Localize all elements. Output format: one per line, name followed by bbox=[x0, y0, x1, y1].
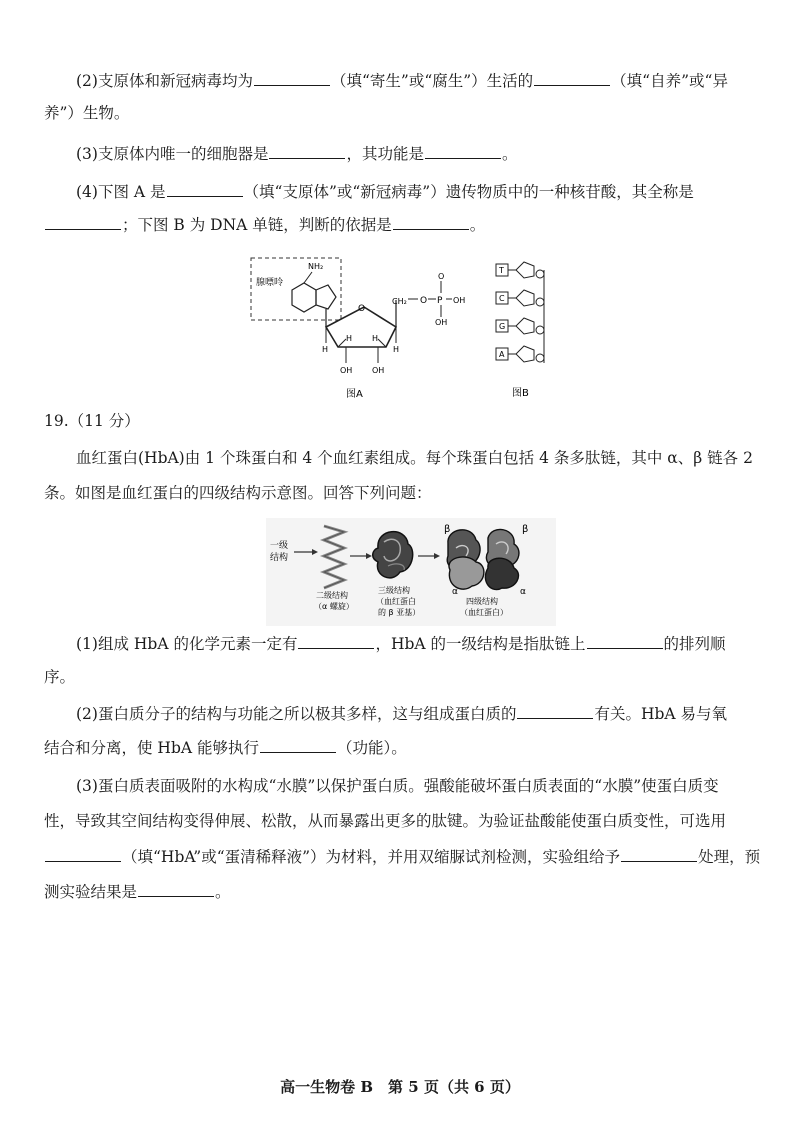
hemoglobin-structure-figure bbox=[266, 518, 556, 626]
base-letter: T bbox=[499, 266, 504, 275]
figure-a-caption: 图A bbox=[346, 389, 363, 400]
q19-part3-line3: （填“HbA”或“蛋清稀释液”）为材料，并用双缩脲试剂检测，实验组给予 处理，预 bbox=[44, 846, 760, 868]
nucleotide-2 bbox=[496, 290, 544, 306]
amino-group: NH₂ bbox=[308, 262, 324, 271]
answer-blank[interactable] bbox=[534, 71, 610, 86]
answer-blank[interactable] bbox=[587, 634, 663, 649]
secondary-label-1: 二级结构 bbox=[316, 591, 348, 600]
answer-blank[interactable] bbox=[167, 182, 243, 197]
q19-part3-line4: 测实验结果是 。 bbox=[44, 883, 231, 901]
figure-b-caption: 图B bbox=[512, 388, 529, 399]
alpha-label-left: α bbox=[452, 587, 458, 597]
q19-intro-line1: 血红蛋白(HbA)由 1 个珠蛋白和 4 个血红素组成。每个珠蛋白包括 4 条多肽链，其中 α、β 链各 2 bbox=[76, 449, 753, 467]
svg-text:OH: OH bbox=[340, 366, 353, 375]
svg-text:OH: OH bbox=[435, 318, 448, 327]
q18-part2-line1: (2)支原体和新冠病毒均为 （填“寄生”或“腐生”）生活的 （填“自养”或“异 bbox=[76, 72, 728, 90]
q18-part4-line1: (4)下图 A 是 （填“支原体”或“新冠病毒”）遗传物质中的一种核苷酸，其全称是 bbox=[76, 183, 694, 201]
answer-blank[interactable] bbox=[45, 847, 121, 862]
nucleotide-1 bbox=[496, 262, 544, 278]
q19-part1-line1: (1)组成 HbA 的化学元素一定有 ，HbA 的一级结构是指肽链上 的排列顺 bbox=[76, 635, 726, 653]
base-label: 腺嘌呤 bbox=[256, 278, 284, 288]
q19-header: 19.（11 分） bbox=[44, 412, 140, 430]
q19-part3-line2: 性，导致其空间结构变得伸展、松散，从而暴露出更多的肽键。为验证盐酸能使蛋白质变性，可选用 bbox=[44, 812, 727, 830]
svg-text:OH: OH bbox=[372, 366, 385, 375]
quaternary-label-1: 四级结构 bbox=[466, 597, 498, 606]
svg-text:O: O bbox=[358, 304, 366, 314]
beta-label-left: β bbox=[444, 524, 451, 535]
primary-structure-label-1: 一级 bbox=[270, 541, 289, 551]
figure-b-dna-strand bbox=[494, 258, 564, 403]
figure-a-nucleotide bbox=[246, 255, 476, 405]
answer-blank[interactable] bbox=[269, 144, 345, 159]
svg-text:H: H bbox=[322, 345, 329, 354]
q18-part3: (3)支原体内唯一的细胞器是 ，其功能是 。 bbox=[76, 145, 518, 163]
beta-label-right: β bbox=[522, 524, 529, 535]
nucleotide-4 bbox=[496, 346, 544, 362]
svg-text:OH: OH bbox=[453, 296, 466, 305]
phosphorus-label: P bbox=[437, 296, 443, 306]
base-dashed-box bbox=[251, 258, 341, 320]
answer-blank[interactable] bbox=[45, 215, 121, 230]
base-letter: C bbox=[499, 294, 505, 303]
secondary-label-2: （α 螺旋） bbox=[314, 602, 354, 611]
nucleotide-3 bbox=[496, 318, 544, 334]
q18-part4-line2: ；下图 B 为 DNA 单链，判断的依据是 。 bbox=[44, 214, 485, 236]
answer-blank[interactable] bbox=[393, 215, 469, 230]
svg-text:H: H bbox=[346, 334, 353, 343]
answer-blank[interactable] bbox=[517, 704, 593, 719]
quaternary-label-2: （血红蛋白） bbox=[460, 608, 508, 617]
svg-text:O: O bbox=[420, 296, 428, 306]
tertiary-label-3: 的 β 亚基） bbox=[378, 608, 421, 617]
purine-ring-6 bbox=[292, 283, 316, 312]
svg-text:H: H bbox=[372, 334, 379, 343]
tertiary-label-1: 三级结构 bbox=[378, 586, 410, 595]
answer-blank[interactable] bbox=[254, 71, 330, 86]
alpha-label-right: α bbox=[520, 587, 526, 597]
q19-part1-line2: 序。 bbox=[44, 668, 76, 686]
q18-part2-line2: 养”）生物。 bbox=[44, 104, 130, 122]
q19-part3-line1: (3)蛋白质表面吸附的水构成“水膜”以保护蛋白质。强酸能破坏蛋白质表面的“水膜”使蛋白质变 bbox=[76, 777, 719, 795]
q19-intro-line2: 条。如图是血红蛋白的四级结构示意图。回答下列问题： bbox=[44, 484, 432, 502]
svg-text:O: O bbox=[438, 272, 445, 281]
answer-blank[interactable] bbox=[425, 144, 501, 159]
answer-blank[interactable] bbox=[621, 847, 697, 862]
q19-part2-line1: (2)蛋白质分子的结构与功能之所以极其多样，这与组成蛋白质的 有关。HbA 易与氧 bbox=[76, 705, 728, 723]
base-letter: G bbox=[499, 322, 506, 331]
primary-structure-label-2: 结构 bbox=[270, 553, 289, 563]
base-letter: A bbox=[499, 350, 505, 359]
svg-text:CH₂: CH₂ bbox=[392, 297, 407, 306]
answer-blank[interactable] bbox=[260, 738, 336, 753]
answer-blank[interactable] bbox=[138, 882, 214, 897]
tertiary-label-2: （血红蛋白 bbox=[376, 597, 416, 606]
q19-part2-line2: 结合和分离，使 HbA 能够执行 （功能）。 bbox=[44, 739, 407, 757]
svg-text:H: H bbox=[393, 345, 400, 354]
page-footer: 高一生物卷 B 第 5 页（共 6 页） bbox=[280, 1078, 520, 1096]
answer-blank[interactable] bbox=[298, 634, 374, 649]
purine-ring-5 bbox=[316, 285, 336, 309]
